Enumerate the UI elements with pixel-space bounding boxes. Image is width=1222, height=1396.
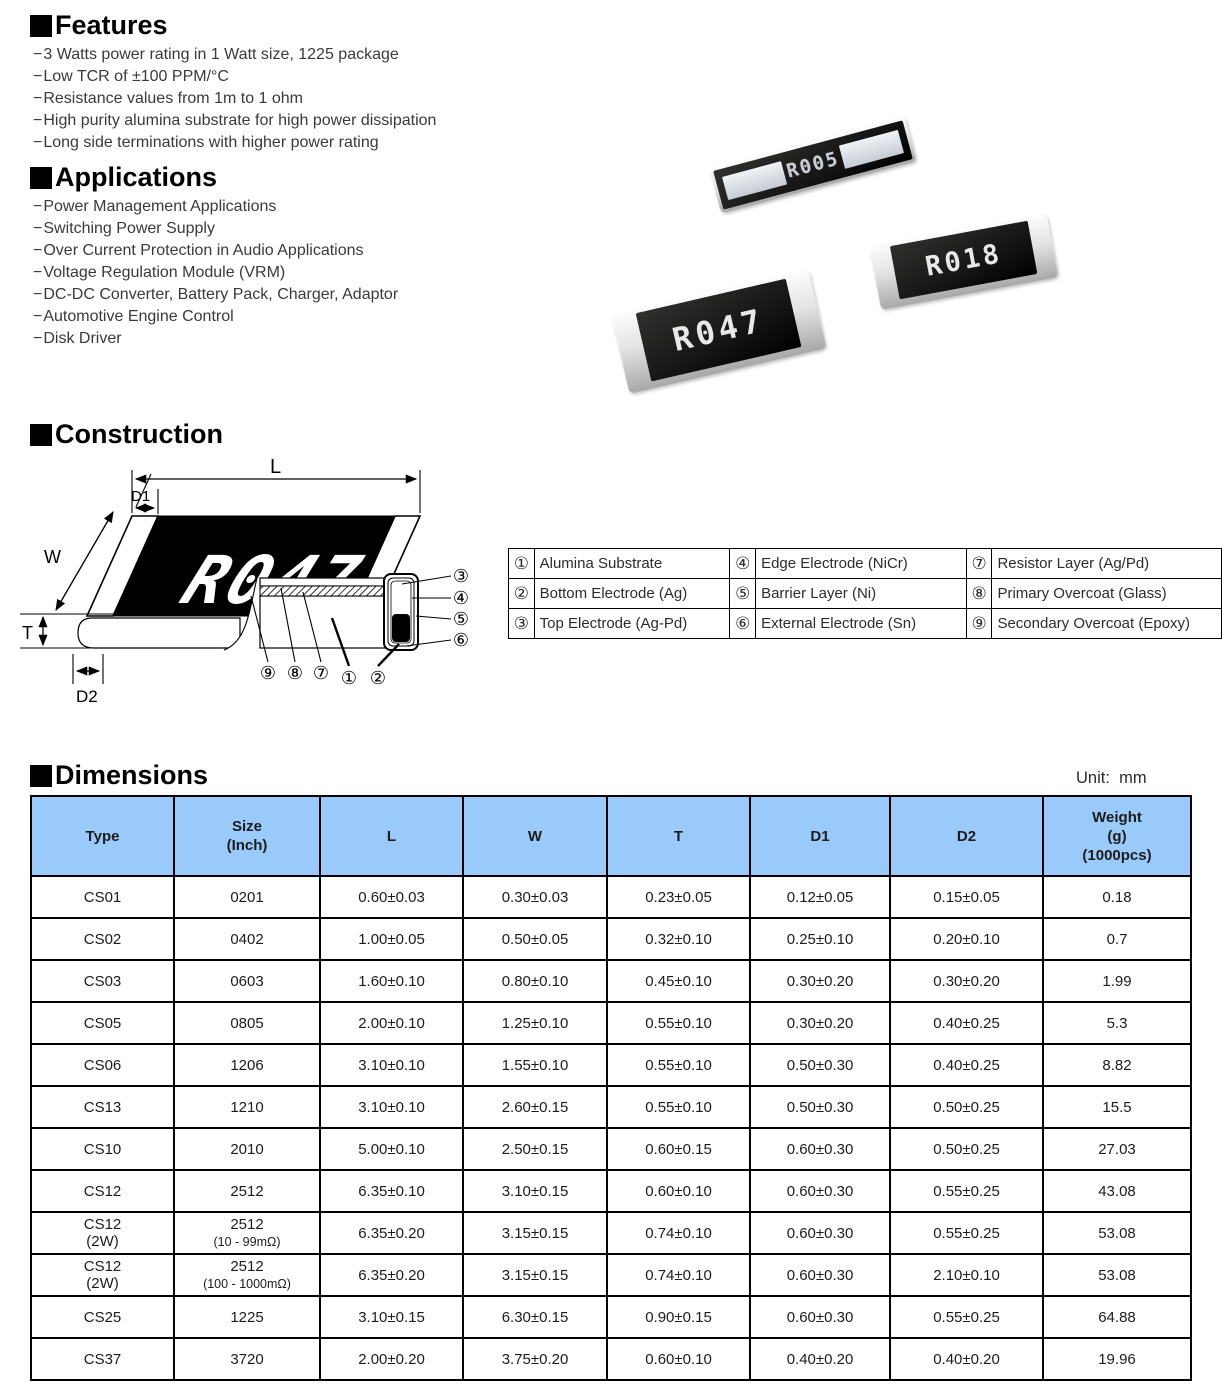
- layer-overcoat: [260, 578, 385, 586]
- callout-6: ⑥: [452, 630, 470, 651]
- applications-list: [33, 196, 398, 350]
- dim-cell: 3.10±0.15: [463, 1170, 607, 1212]
- dimensions-heading: [30, 760, 208, 791]
- dim-cell: 1206: [174, 1044, 320, 1086]
- legend-number-cell: ⑥: [730, 609, 756, 639]
- dim-cell: 0.60±0.03: [320, 876, 463, 918]
- legend-text-cell: Barrier Layer (Ni): [756, 579, 967, 609]
- features-title: Features: [55, 10, 168, 40]
- dim-cell: 0.20±0.10: [890, 918, 1043, 960]
- feature-item: − Long side terminations with higher power rating: [33, 132, 436, 154]
- dim-cell: 0.50±0.25: [890, 1086, 1043, 1128]
- dim-cell: 0.32±0.10: [607, 918, 750, 960]
- section-marker-icon: [30, 765, 52, 787]
- legend-row: [509, 579, 1222, 609]
- dim-cell: 5.3: [1043, 1002, 1191, 1044]
- dim-cell: 0.12±0.05: [750, 876, 890, 918]
- cell-subtext: (100 - 1000mΩ): [203, 1276, 291, 1291]
- dim-cell: 0.30±0.03: [463, 876, 607, 918]
- product-photo-r018: [870, 214, 1059, 310]
- dim-label-L: L: [270, 456, 282, 478]
- dimensions-table-head: [31, 796, 1191, 876]
- dimensions-table-body: [31, 876, 1191, 1380]
- dim-label-W: W: [44, 547, 61, 567]
- callout-1: ①: [340, 668, 358, 689]
- application-item: − Disk Driver: [33, 328, 398, 350]
- table-row: [31, 1296, 1191, 1338]
- table-row: [31, 1002, 1191, 1044]
- dim-cell: 0.15±0.05: [890, 876, 1043, 918]
- application-item: − Voltage Regulation Module (VRM): [33, 262, 398, 284]
- dim-cell: 0402: [174, 918, 320, 960]
- dim-cell: 0.60±0.10: [607, 1170, 750, 1212]
- dim-cell: 3.10±0.15: [320, 1296, 463, 1338]
- callout-9: ⑨: [259, 663, 277, 684]
- dim-cell: 2.60±0.15: [463, 1086, 607, 1128]
- dim-cell: 0.60±0.10: [607, 1338, 750, 1380]
- construction-heading: [30, 419, 223, 450]
- legend-number-cell: ⑦: [966, 549, 992, 579]
- table-row: [31, 918, 1191, 960]
- dim-cell: 5.00±0.10: [320, 1128, 463, 1170]
- dim-cell: 0.40±0.20: [890, 1338, 1043, 1380]
- table-row: [31, 1170, 1191, 1212]
- layer-bottom-electrode: [392, 614, 410, 642]
- table-row: [31, 1338, 1191, 1380]
- dim-cell: 2.00±0.20: [320, 1338, 463, 1380]
- dim-cell: 0.23±0.05: [607, 876, 750, 918]
- product-photos: [600, 100, 1160, 400]
- dim-cell: 0.18: [1043, 876, 1191, 918]
- feature-item: − High purity alumina substrate for high power dissipation: [33, 110, 436, 132]
- dim-cell: 3720: [174, 1338, 320, 1380]
- construction-diagram: [10, 448, 510, 718]
- feature-item: − Resistance values from 1m to 1 ohm: [33, 88, 436, 110]
- dim-cell: CS01: [31, 876, 174, 918]
- dim-cell: 0.60±0.30: [750, 1212, 890, 1254]
- dim-cell: 0.55±0.25: [890, 1212, 1043, 1254]
- chip-marking: R018: [890, 221, 1037, 300]
- dim-cell: 0.60±0.30: [750, 1296, 890, 1338]
- layer-resistor: [260, 586, 385, 596]
- construction-legend-table: [508, 548, 1222, 639]
- legend-body: [509, 549, 1222, 639]
- dim-cell: 6.30±0.15: [463, 1296, 607, 1338]
- dim-cell: 1.00±0.05: [320, 918, 463, 960]
- dim-cell: 0.30±0.20: [750, 1002, 890, 1044]
- dim-header-cell: T: [607, 796, 750, 876]
- dim-cell: 0.55±0.10: [607, 1086, 750, 1128]
- dim-header-cell: D2: [890, 796, 1043, 876]
- legend-text-cell: External Electrode (Sn): [756, 609, 967, 639]
- dim-cell: CS03: [31, 960, 174, 1002]
- table-row: [31, 1254, 1191, 1296]
- dim-cell: 0.60±0.15: [607, 1128, 750, 1170]
- product-photo-r005: [709, 117, 916, 214]
- layer-substrate: [260, 596, 390, 648]
- dim-cell: 0.55±0.10: [607, 1002, 750, 1044]
- dim-header-cell: Size (Inch): [174, 796, 320, 876]
- dim-cell: 64.88: [1043, 1296, 1191, 1338]
- legend-number-cell: ⑨: [966, 609, 992, 639]
- dim-cell: 0.40±0.25: [890, 1044, 1043, 1086]
- table-row: [31, 1044, 1191, 1086]
- dim-cell: 53.08: [1043, 1254, 1191, 1296]
- construction-title: Construction: [55, 419, 223, 449]
- dim-header-cell: L: [320, 796, 463, 876]
- dim-cell: 0.55±0.25: [890, 1296, 1043, 1338]
- dim-header-cell: Weight (g) (1000pcs): [1043, 796, 1191, 876]
- dim-cell: 2.50±0.15: [463, 1128, 607, 1170]
- dim-cell: CS12: [31, 1170, 174, 1212]
- chip-face: [713, 120, 913, 209]
- feature-item: − 3 Watts power rating in 1 Watt size, 1225 package: [33, 44, 436, 66]
- dim-cell: 0.74±0.10: [607, 1212, 750, 1254]
- section-marker-icon: [30, 167, 52, 189]
- dim-cell: 0805: [174, 1002, 320, 1044]
- legend-number-cell: ⑤: [730, 579, 756, 609]
- legend-row: [509, 549, 1222, 579]
- dim-cell: 3.75±0.20: [463, 1338, 607, 1380]
- dim-cell: 1210: [174, 1086, 320, 1128]
- legend-text-cell: Secondary Overcoat (Epoxy): [992, 609, 1222, 639]
- dim-cell: 0.80±0.10: [463, 960, 607, 1002]
- dim-cell: 15.5: [1043, 1086, 1191, 1128]
- dim-header-cell: Type: [31, 796, 174, 876]
- dim-cell: 0201: [174, 876, 320, 918]
- dim-cell: 1.60±0.10: [320, 960, 463, 1002]
- dim-header-cell: D1: [750, 796, 890, 876]
- dim-cell: 27.03: [1043, 1128, 1191, 1170]
- dim-cell: 0.45±0.10: [607, 960, 750, 1002]
- dim-cell: 1.25±0.10: [463, 1002, 607, 1044]
- dim-label-D1: D1: [131, 488, 151, 505]
- dim-cell: CS02: [31, 918, 174, 960]
- application-item: − Power Management Applications: [33, 196, 398, 218]
- legend-number-cell: ⑧: [966, 579, 992, 609]
- dim-cell: 0.60±0.30: [750, 1170, 890, 1212]
- application-item: − Over Current Protection in Audio Applications: [33, 240, 398, 262]
- callout-7: ⑦: [312, 663, 330, 684]
- dim-cell: 6.35±0.20: [320, 1212, 463, 1254]
- dim-cell: 3.10±0.10: [320, 1044, 463, 1086]
- dimensions-table: [30, 795, 1192, 1381]
- legend-text-cell: Edge Electrode (NiCr): [756, 549, 967, 579]
- dim-cell: CS25: [31, 1296, 174, 1338]
- dim-cell: CS05: [31, 1002, 174, 1044]
- dim-cell: 0.50±0.30: [750, 1044, 890, 1086]
- chip-front-face: [78, 618, 240, 648]
- application-item: − Switching Power Supply: [33, 218, 398, 240]
- dim-cell: 0.60±0.30: [750, 1254, 890, 1296]
- dim-cell: 2512 (100 - 1000mΩ): [174, 1254, 320, 1296]
- chip-marking: R005: [784, 147, 842, 183]
- dim-cell: 0.50±0.05: [463, 918, 607, 960]
- dim-cell: 0603: [174, 960, 320, 1002]
- dim-cell: 2010: [174, 1128, 320, 1170]
- dim-cell: 0.25±0.10: [750, 918, 890, 960]
- dim-cell: 43.08: [1043, 1170, 1191, 1212]
- dim-label-D2: D2: [76, 687, 98, 706]
- dim-cell: 53.08: [1043, 1212, 1191, 1254]
- dim-cell: 0.55±0.25: [890, 1170, 1043, 1212]
- dim-cell: 0.50±0.25: [890, 1128, 1043, 1170]
- feature-item: − Low TCR of ±100 PPM/°C: [33, 66, 436, 88]
- legend-text-cell: Alumina Substrate: [534, 549, 730, 579]
- table-row: [31, 1128, 1191, 1170]
- dim-cell: 0.90±0.15: [607, 1296, 750, 1338]
- legend-text-cell: Resistor Layer (Ag/Pd): [992, 549, 1222, 579]
- dim-cell: 2512 (10 - 99mΩ): [174, 1212, 320, 1254]
- dim-cell: 2.10±0.10: [890, 1254, 1043, 1296]
- dim-cell: 0.30±0.20: [750, 960, 890, 1002]
- dim-cell: CS37: [31, 1338, 174, 1380]
- table-row: [31, 876, 1191, 918]
- callout-2: ②: [369, 668, 387, 689]
- dim-cell: 1225: [174, 1296, 320, 1338]
- table-row: [31, 1086, 1191, 1128]
- dim-cell: 19.96: [1043, 1338, 1191, 1380]
- legend-text-cell: Bottom Electrode (Ag): [534, 579, 730, 609]
- dim-cell: 3.10±0.10: [320, 1086, 463, 1128]
- applications-title: Applications: [55, 162, 218, 192]
- dim-cell: CS13: [31, 1086, 174, 1128]
- dim-cell: 0.7: [1043, 918, 1191, 960]
- features-list: [33, 44, 436, 154]
- dim-cell: 3.15±0.15: [463, 1254, 607, 1296]
- dim-cell: 0.74±0.10: [607, 1254, 750, 1296]
- dim-cell: 3.15±0.15: [463, 1212, 607, 1254]
- dim-cell: 2512: [174, 1170, 320, 1212]
- dim-cell: CS12 (2W): [31, 1212, 174, 1254]
- application-item: − Automotive Engine Control: [33, 306, 398, 328]
- dim-cell: 0.60±0.30: [750, 1128, 890, 1170]
- callout-8: ⑧: [286, 663, 304, 684]
- dim-cell: CS12 (2W): [31, 1254, 174, 1296]
- legend-number-cell: ④: [730, 549, 756, 579]
- dim-cell: 0.55±0.10: [607, 1044, 750, 1086]
- table-row: [31, 960, 1191, 1002]
- dim-header-cell: W: [463, 796, 607, 876]
- table-row: [31, 1212, 1191, 1254]
- chip-marking: R047: [636, 279, 802, 382]
- legend-number-cell: ②: [509, 579, 535, 609]
- applications-heading: [30, 162, 217, 193]
- unit-label: Unit: mm: [1076, 769, 1147, 787]
- callout-5: ⑤: [452, 609, 470, 630]
- callout-4: ④: [452, 588, 470, 609]
- dim-cell: CS10: [31, 1128, 174, 1170]
- chip-termination: [722, 161, 787, 200]
- dim-label-T: T: [22, 623, 33, 643]
- dim-cell: 6.35±0.10: [320, 1170, 463, 1212]
- dimensions-title: Dimensions: [55, 760, 209, 790]
- chip-termination: [839, 130, 904, 169]
- legend-text-cell: Top Electrode (Ag-Pd): [534, 609, 730, 639]
- legend-number-cell: ①: [509, 549, 535, 579]
- dim-cell: 0.30±0.20: [890, 960, 1043, 1002]
- dim-cell: 6.35±0.20: [320, 1254, 463, 1296]
- dim-cell: 0.40±0.20: [750, 1338, 890, 1380]
- dim-cell: CS06: [31, 1044, 174, 1086]
- section-marker-icon: [30, 424, 52, 446]
- dim-table-head-row: [31, 796, 1191, 876]
- cell-subtext: (10 - 99mΩ): [213, 1234, 281, 1249]
- dim-cell: 8.82: [1043, 1044, 1191, 1086]
- features-heading: [30, 10, 168, 41]
- legend-row: [509, 609, 1222, 639]
- product-photo-r047: [612, 270, 827, 393]
- application-item: − DC-DC Converter, Battery Pack, Charger, Adaptor: [33, 284, 398, 306]
- legend-number-cell: ③: [509, 609, 535, 639]
- dim-cell: 1.99: [1043, 960, 1191, 1002]
- callout-3: ③: [452, 566, 470, 587]
- dim-cell: 0.40±0.25: [890, 1002, 1043, 1044]
- dim-cell: 2.00±0.10: [320, 1002, 463, 1044]
- legend-text-cell: Primary Overcoat (Glass): [992, 579, 1222, 609]
- section-marker-icon: [30, 15, 52, 37]
- dim-cell: 0.50±0.30: [750, 1086, 890, 1128]
- dim-cell: 1.55±0.10: [463, 1044, 607, 1086]
